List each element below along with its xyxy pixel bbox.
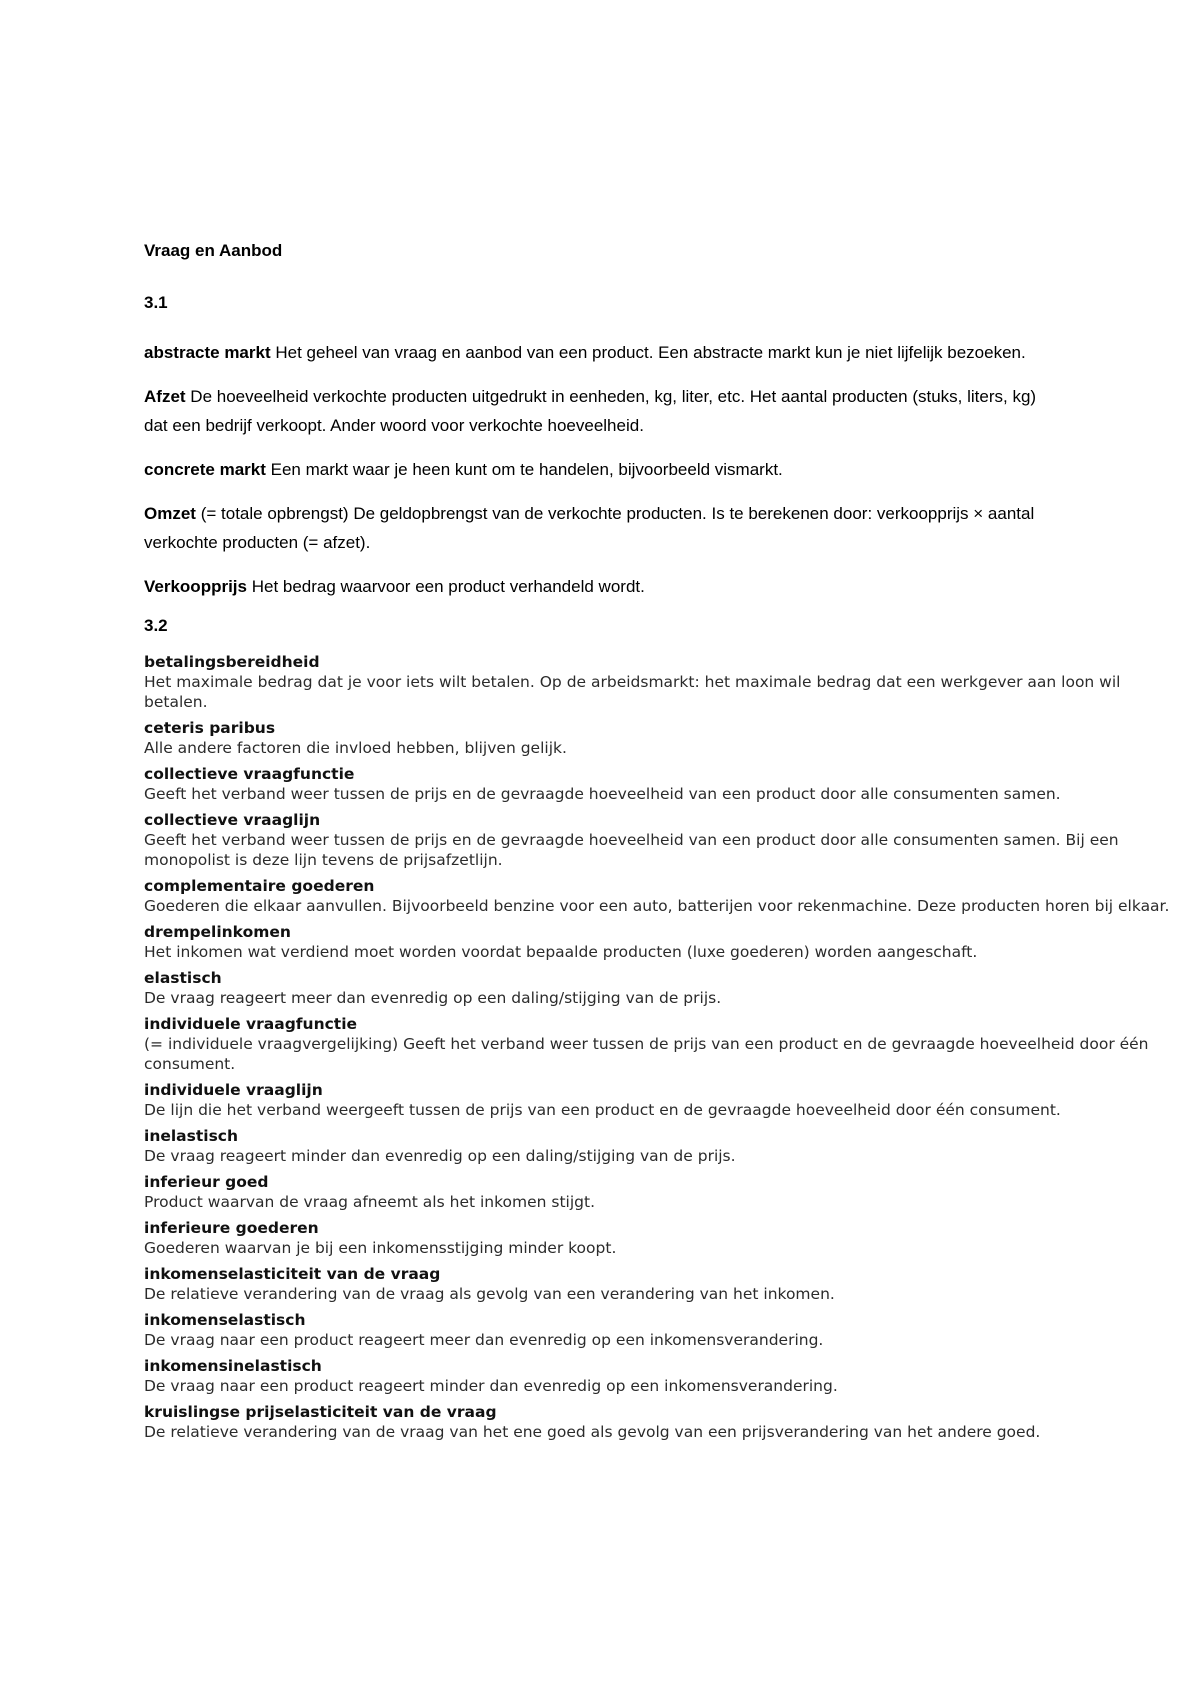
glossary-item <box>144 810 1184 870</box>
glossary-definition: Het maximale bedrag dat je voor iets wilt betalen. Op de arbeidsmarkt: het maximale bedrag dat een werkgever aan loon wil betalen. <box>144 673 1121 711</box>
glossary-item <box>144 718 1184 758</box>
glossary-term: collectieve vraaglijn <box>144 811 321 829</box>
glossary-item <box>144 1356 1184 1396</box>
glossary-definition: Goederen die elkaar aanvullen. Bijvoorbeeld benzine voor een auto, batterijen voor rekenmachine. Deze producten horen bij elkaar. <box>144 897 1170 915</box>
glossary-term: elastisch <box>144 969 222 987</box>
definition-text: Een markt waar je heen kunt om te handelen, bijvoorbeeld vismarkt. <box>270 460 783 479</box>
definition-term: Verkoopprijs <box>144 577 247 596</box>
definition-text: Het bedrag waarvoor een product verhandeld wordt. <box>251 577 645 596</box>
section-heading-3-1: 3.1 <box>144 293 168 312</box>
glossary-definition: De vraag reageert minder dan evenredig op een daling/stijging van de prijs. <box>144 1147 736 1165</box>
definition-text: (= totale opbrengst) De geldopbrengst van de verkochte producten. Is te berekenen door: verkoopprijs × aantal verkochte producten (= afzet). <box>144 504 1035 552</box>
glossary-term: individuele vraaglijn <box>144 1081 323 1099</box>
definition-afzet <box>144 382 1044 440</box>
glossary-definition: Geeft het verband weer tussen de prijs en de gevraagde hoeveelheid van een product door alle consumenten samen. Bij een monopolist is deze lijn tevens de prijsafzetlijn. <box>144 831 1119 869</box>
glossary-item <box>144 968 1184 1008</box>
glossary-definition: Alle andere factoren die invloed hebben, blijven gelijk. <box>144 739 567 757</box>
definition-text: De hoeveelheid verkochte producten uitgedrukt in eenheden, kg, liter, etc. Het aantal producten (stuks, liters, kg) dat een bedrijf verkoopt. Ander woord voor verkochte hoeveelheid. <box>144 387 1037 435</box>
glossary-definition: De relatieve verandering van de vraag van het ene goed als gevolg van een prijsverandering van het andere goed. <box>144 1423 1041 1441</box>
glossary-item <box>144 1402 1184 1442</box>
glossary-term: inkomensinelastisch <box>144 1357 322 1375</box>
glossary-definition: De vraag naar een product reageert meer dan evenredig op een inkomensverandering. <box>144 1331 824 1349</box>
definition-omzet <box>144 499 1044 557</box>
glossary-item <box>144 764 1184 804</box>
glossary-term: inferieur goed <box>144 1173 269 1191</box>
glossary-definition: Product waarvan de vraag afneemt als het inkomen stijgt. <box>144 1193 596 1211</box>
definition-concrete-markt <box>144 455 1044 484</box>
glossary-item <box>144 652 1184 712</box>
glossary-definition: De relatieve verandering van de vraag als gevolg van een verandering van het inkomen. <box>144 1285 835 1303</box>
glossary-definition: Geeft het verband weer tussen de prijs en de gevraagde hoeveelheid van een product door alle consumenten samen. <box>144 785 1061 803</box>
glossary-term: individuele vraagfunctie <box>144 1015 358 1033</box>
definition-term: Afzet <box>144 387 186 406</box>
definition-term: concrete markt <box>144 460 266 479</box>
definition-term: abstracte markt <box>144 343 271 362</box>
definition-abstracte-markt <box>144 338 1044 367</box>
glossary-term: complementaire goederen <box>144 877 375 895</box>
definition-term: Omzet <box>144 504 196 523</box>
glossary-item <box>144 1080 1184 1120</box>
glossary-term: inferieure goederen <box>144 1219 319 1237</box>
glossary-item <box>144 1264 1184 1304</box>
glossary-term: inkomenselastisch <box>144 1311 306 1329</box>
glossary-term: inelastisch <box>144 1127 239 1145</box>
section-3-1 <box>144 236 1184 601</box>
glossary-item <box>144 1014 1184 1074</box>
glossary-item <box>144 1172 1184 1212</box>
definition-verkoopprijs <box>144 572 1044 601</box>
glossary-term: inkomenselasticiteit van de vraag <box>144 1265 441 1283</box>
glossary-item <box>144 1218 1184 1258</box>
glossary-term: betalingsbereidheid <box>144 653 320 671</box>
glossary-term: collectieve vraagfunctie <box>144 765 355 783</box>
glossary-term: drempelinkomen <box>144 923 291 941</box>
glossary-definition: Goederen waarvan je bij een inkomensstijging minder koopt. <box>144 1239 617 1257</box>
document-title: Vraag en Aanbod <box>144 241 283 260</box>
glossary-definition: De vraag reageert meer dan evenredig op een daling/stijging van de prijs. <box>144 989 722 1007</box>
glossary-item <box>144 1310 1184 1350</box>
glossary-term: kruislingse prijselasticiteit van de vraag <box>144 1403 497 1421</box>
glossary-definition: De vraag naar een product reageert minder dan evenredig op een inkomensverandering. <box>144 1377 838 1395</box>
glossary-definition: De lijn die het verband weergeeft tussen de prijs van een product en de gevraagde hoeveelheid door één consument. <box>144 1101 1061 1119</box>
section-heading-3-2: 3.2 <box>144 616 168 635</box>
glossary-item <box>144 922 1184 962</box>
glossary-term: ceteris paribus <box>144 719 276 737</box>
glossary-item <box>144 876 1184 916</box>
glossary-definition: Het inkomen wat verdiend moet worden voordat bepaalde producten (luxe goederen) worden aangeschaft. <box>144 943 978 961</box>
document-page <box>144 236 1184 1448</box>
glossary-definition: (= individuele vraagvergelijking) Geeft het verband weer tussen de prijs van een product en de gevraagde hoeveelheid door één consument. <box>144 1035 1149 1073</box>
glossary-item <box>144 1126 1184 1166</box>
section-3-2 <box>144 616 1184 1442</box>
definition-text: Het geheel van vraag en aanbod van een product. Een abstracte markt kun je niet lijfelijk bezoeken. <box>275 343 1026 362</box>
